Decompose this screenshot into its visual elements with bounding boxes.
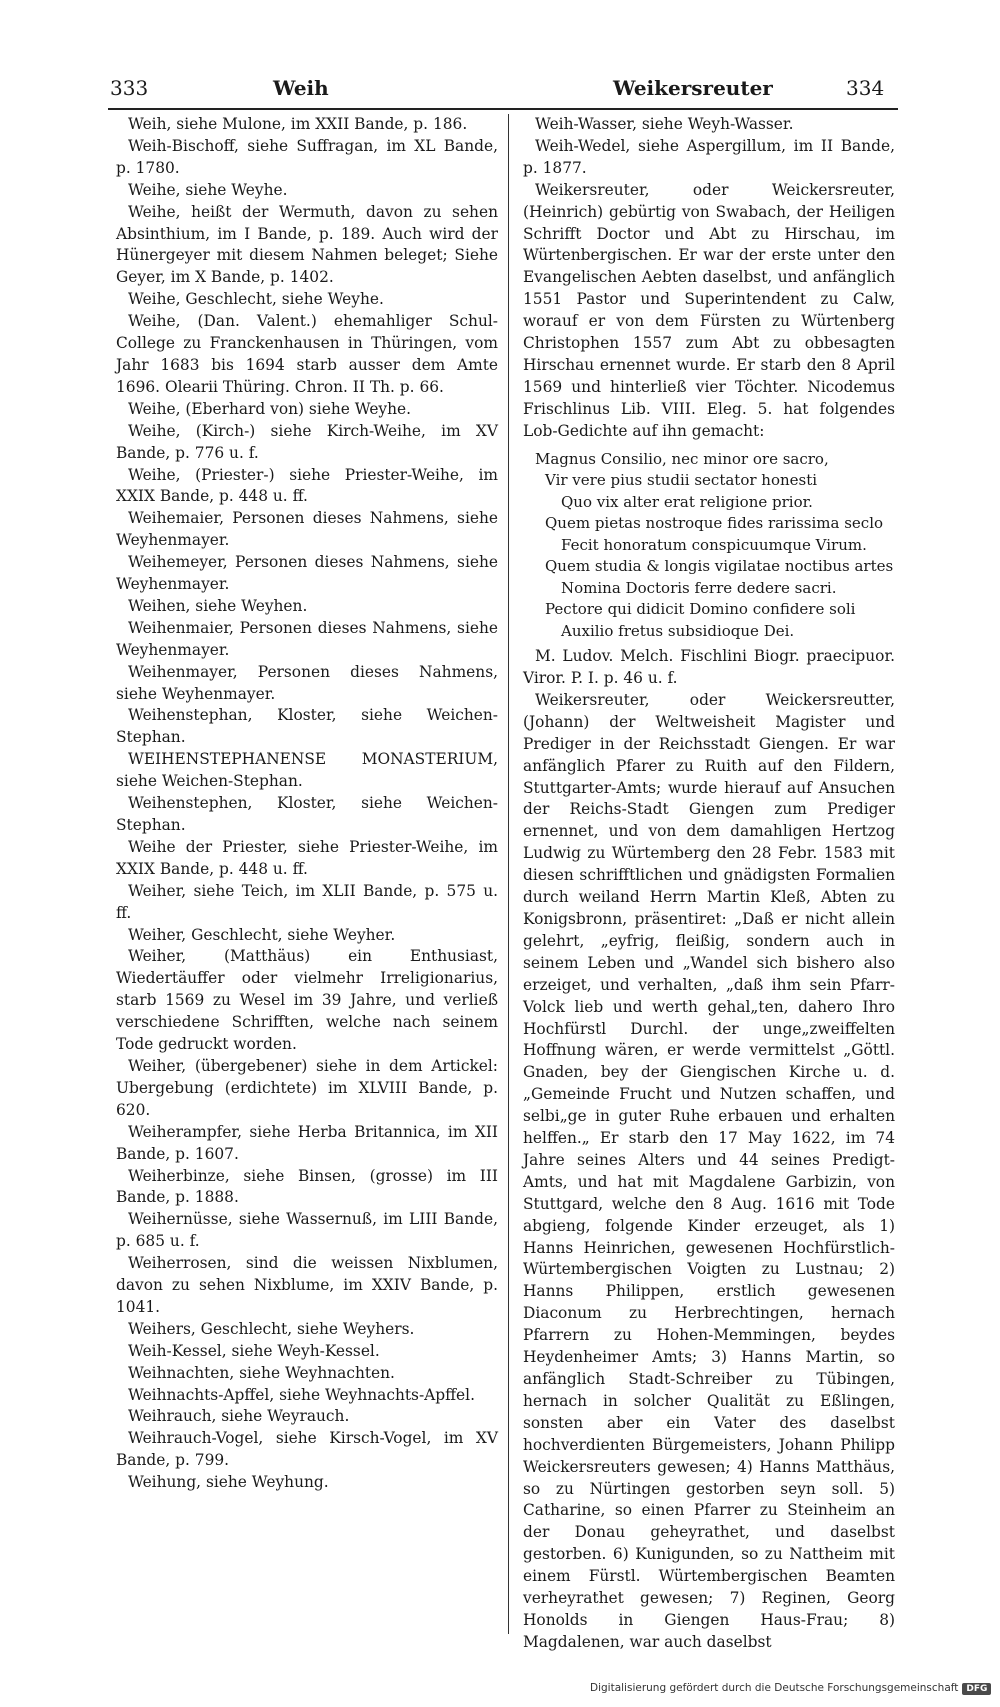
- dictionary-entry: Weihe, (Kirch-) siehe Kirch-Weihe, im XV Bande, p. 776 u. f.: [116, 421, 498, 462]
- dictionary-entry: Weihernüsse, siehe Wassernuß, im LIII Bande, p. 685 u. f.: [116, 1210, 498, 1251]
- dictionary-entry: Weih, siehe Mulone, im XXII Bande, p. 186.: [128, 115, 468, 133]
- dictionary-entry: Weihen, siehe Weyhen.: [128, 596, 308, 615]
- right-column: [523, 114, 895, 1654]
- poem-line: Quo vix alter erat religione prior.: [561, 492, 813, 511]
- dictionary-entry: Weiher, (übergebener) siehe in dem Artickel: Ubergebung (erdichtete) im XLVIII Bande, p. 620.: [116, 1056, 498, 1119]
- dictionary-entry: M. Ludov. Melch. Fischlini Biogr. praecipuor. Viror. P. I. p. 46 u. f.: [523, 647, 895, 687]
- dictionary-entry: Weihenstephen, Kloster, siehe Weichen-Stephan.: [116, 794, 498, 834]
- dictionary-entry: Weihnachts-Apffel, siehe Weyhnachts-Apffel.: [128, 1385, 475, 1404]
- footer: [590, 1682, 991, 1695]
- dictionary-entry: Weihe, (Priester-) siehe Priester-Weihe, im XXIX Bande, p. 448 u. ff.: [116, 465, 498, 506]
- poem-line: Magnus Consilio, nec minor ore sacro,: [535, 449, 829, 468]
- column-divider: [508, 114, 509, 1634]
- poem-line: Nomina Doctoris ferre dedere sacri.: [561, 578, 837, 597]
- poem-line: Vir vere pius studii sectator honesti: [545, 471, 818, 490]
- dictionary-entry: Weihemaier, Personen dieses Nahmens, siehe Weyhenmayer.: [116, 509, 498, 550]
- dictionary-entry: Weihe, heißt der Wermuth, davon zu sehen Absinthium, im I Bande, p. 189. Auch wird der Hünergeyer mit diesem Nahmen beleget; Siehe Geyer, im X Bande, p. 1402.: [116, 202, 498, 287]
- dictionary-entry: Weiherrosen, sind die weissen Nixblumen, davon zu sehen Nixblume, im XXIV Bande, p. 1041.: [116, 1254, 498, 1316]
- footer-text: Digitalisierung gefördert durch die Deutsche Forschungsgemeinschaft: [590, 1682, 959, 1694]
- dictionary-entry: Weihe, Geschlecht, siehe Weyhe.: [128, 290, 384, 309]
- dictionary-entry: Weiher, siehe Teich, im XLII Bande, p. 575 u. ff.: [116, 881, 498, 922]
- header-title-left: Weih: [273, 76, 329, 100]
- poem-line: Auxilio fretus subsidioque Dei.: [561, 621, 795, 640]
- dictionary-entry: Weihe der Priester, siehe Priester-Weihe, im XXIX Bande, p. 448 u. ff.: [116, 837, 498, 878]
- right-entries-after: [523, 646, 895, 1654]
- poem-line: Quem studia & longis vigilatae noctibus artes: [545, 557, 894, 576]
- latin-poem: [523, 449, 895, 643]
- book-page: [108, 70, 898, 1651]
- dictionary-entry: Weikersreuter, oder Weickersreutter, (Johann) der Weltweisheit Magister und Prediger in der Reichsstadt Giengen. Er war anfänglich Pfarer zu Ruith auf den Fildern, Stuttgarter-Amts; wurde hierauf auf Ansuchen der Reichs-Stadt Giengen zum Prediger ernennet, und von dem damahligen Hertzog Ludwig zu Würtemberg den 28 Febr. 1583 mit diesen schrifftlichen und gnädigsten Formalien durch weiland Herrn Martin Kleß, Abten zu Konigsbronn, präsentiret: „Daß er nicht allein gelehrt, „eyfrig, fleißig, sondern auch in seinem Leben und „Wandel sich bishero also erzeiget, und verhalten, „daß ihm sein Pfarr-Volck lieb und werth gehal„ten, dahero Ihro Hochfürstl Durchl. der unge„zweiffelten Hoffnung wären, er werde vermittelst „Göttl. Gnaden, bey der Giengischen Kirche u. d. „Gemeinde Frucht und Nutzen schaffen, und selbi„ge in guter Ruhe erbauen und erhalten helffen.„ Er starb den 17 May 1622, im 74 Jahre seines Alters und 44 seines Predigt-Amts, und hat mit Magdalene Garbizin, von Stuttgard, welche den 8 Aug. 1616 mit Tode abgieng, folgende Kinder erzeuget, als 1) Hanns Heinrichen, gewesenen Hochfürstlich-Würtembergischen Voigten zu Lustnau; 2) Hanns Philippen, erstlich gewesenen Diaconum zu Herbrechtingen, hernach Pfarrern zu Hohen-Memmingen, beydes Heydenheimer Amts; 3) Hanns Martin, so anfänglich Stadt-Schreiber zu Tübingen, hernach in solcher Qualität zu Eßlingen, sonsten aber ein Vater des daselbst hochverdienten Bürgemeisters, Johann Philipp Weickersreuters gewesen; 4) Hanns Matthäus, so zu Nürtingen gestorben seyn soll. 5) Catharine, so einen Pfarrer zu Steinheim an der Donau geheyrathet, und daselbst gestorben. 6) Kunigunden, so zu Nattheim mit einem Fürstl. Würtembergischen Beamten verheyrathet gewesen; 7) Reginen, Georg Honolds in Giengen Haus-Frau; 8) Magdalenen, war auch daselbst: [523, 690, 895, 1651]
- dictionary-entry: Weih-Wedel, siehe Aspergillum, im II Bande, p. 1877.: [523, 136, 895, 177]
- dictionary-entry: Weiher, Geschlecht, siehe Weyher.: [128, 925, 396, 944]
- dictionary-entry: Weihenstephan, Kloster, siehe Weichen-Stephan.: [116, 706, 498, 747]
- dictionary-entry: Weihe, (Eberhard von) siehe Weyhe.: [128, 399, 412, 418]
- dictionary-entry: Weiherampfer, siehe Herba Britannica, im XII Bande, p. 1607.: [116, 1122, 498, 1163]
- dictionary-entry: Weih-Kessel, siehe Weyh-Kessel.: [128, 1341, 380, 1360]
- dictionary-entry: Weih-Wasser, siehe Weyh-Wasser.: [535, 115, 794, 133]
- dictionary-entry: Weihers, Geschlecht, siehe Weyhers.: [128, 1319, 415, 1338]
- dictionary-entry: Weihenmaier, Personen dieses Nahmens, siehe Weyhenmayer.: [116, 618, 498, 659]
- dictionary-entry: Weih-Bischoff, siehe Suffragan, im XL Bande, p. 1780.: [116, 136, 498, 177]
- dictionary-entry: Weihrauch-Vogel, siehe Kirsch-Vogel, im XV Bande, p. 799.: [116, 1429, 498, 1470]
- dictionary-entry: Weiher, (Matthäus) ein Enthusiast, Wiedertäuffer oder vielmehr Irreligionarius, starb 1569 zu Wesel im 39 Jahre, und verließ verschiedene Schrifften, welche nach seinem Tode gedruckt worden.: [116, 947, 498, 1054]
- header-rule: [108, 108, 898, 110]
- dictionary-entry: Weihrauch, siehe Weyrauch.: [128, 1407, 350, 1426]
- dictionary-entry: WEIHENSTEPHANENSE MONASTERIUM, siehe Weichen-Stephan.: [116, 750, 498, 791]
- dictionary-entry: Weihnachten, siehe Weyhnachten.: [128, 1363, 395, 1382]
- poem-line: Quem pietas nostroque fides rarissima seclo: [545, 514, 884, 533]
- dictionary-entry: Weikersreuter, oder Weickersreuter, (Heinrich) gebürtig von Swabach, der Heiligen Schrifft Doctor und Abt zu Hirschau, im Würtenbergischen. Er war der erste unter den Evangelischen Aebten daselbst, und anfänglich 1551 Pastor und Superintendent zu Calw, worauf er von dem Fürsten zu Würtenberg Christophen 1557 zum Abt zu obbesagten Hirschau ernennet wurde. Er starb den 8 April 1569 und hinterließ vier Töchter. Nicodemus Frischlinus Lib. VIII. Eleg. 5. hat folgendes Lob-Gedichte auf ihn gemacht:: [523, 180, 895, 440]
- right-entries-before: [523, 114, 895, 443]
- dictionary-entry: Weihemeyer, Personen dieses Nahmens, siehe Weyhenmayer.: [116, 553, 498, 594]
- left-column: [116, 114, 498, 1494]
- page-number-left: 333: [110, 76, 149, 100]
- poem-line: Fecit honoratum conspicuumque Virum.: [561, 535, 867, 554]
- dictionary-entry: Weiherbinze, siehe Binsen, (grosse) im III Bande, p. 1888.: [116, 1166, 498, 1207]
- running-header: [108, 70, 898, 110]
- dictionary-entry: Weihe, (Dan. Valent.) ehemahliger Schul-College zu Franckenhausen in Thüringen, vom Jahr 1683 bis 1694 starb ausser dem Amte 1696. Olearii Thüring. Chron. II Th. p. 66.: [116, 312, 498, 396]
- dfg-logo: DFG: [962, 1683, 991, 1695]
- header-title-right: Weikersreuter: [613, 76, 773, 100]
- dictionary-entry: Weihe, siehe Weyhe.: [128, 180, 288, 199]
- dictionary-entry: Weihung, siehe Weyhung.: [128, 1473, 329, 1492]
- dictionary-entry: Weihenmayer, Personen dieses Nahmens, siehe Weyhenmayer.: [116, 662, 498, 703]
- poem-line: Pectore qui didicit Domino confidere soli: [545, 600, 856, 619]
- page-number-right: 334: [846, 76, 885, 100]
